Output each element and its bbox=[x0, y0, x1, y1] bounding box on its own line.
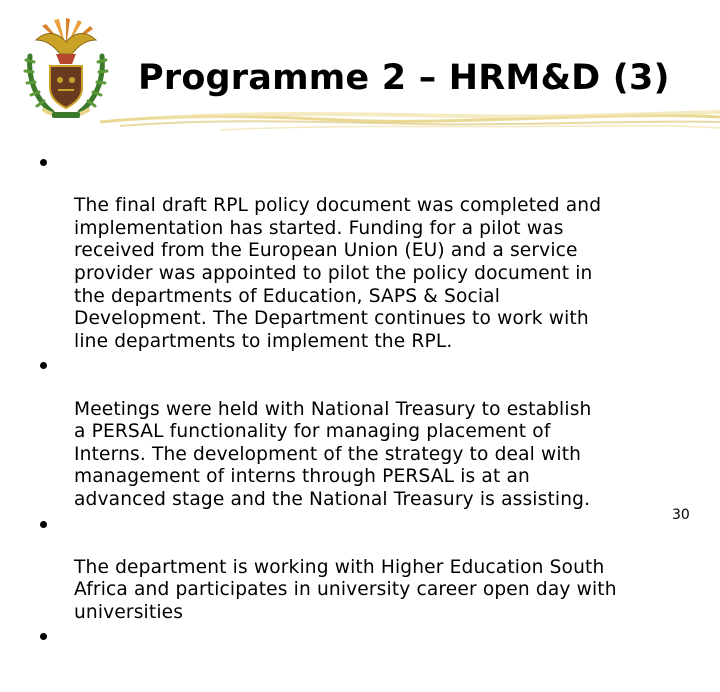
bullet-item bbox=[40, 353, 680, 511]
coat-of-arms-graphic bbox=[22, 18, 110, 120]
bullet-dot bbox=[40, 521, 47, 528]
bullet-list bbox=[40, 150, 680, 692]
shield bbox=[50, 66, 82, 108]
bullet-item bbox=[40, 512, 680, 625]
bullet-dot bbox=[40, 159, 47, 166]
bullet-item bbox=[40, 150, 680, 353]
bullet-text: The final draft RPL policy document was completed and implementation has started. Funding for a pilot was received from the European Union (EU) and a service provider was appointed to pilot the policy document in the departments of Education, SAPS & Social Development. The Department continues to work with line departments to implement the RPL. bbox=[74, 195, 602, 352]
bullet-item bbox=[40, 624, 680, 692]
bullet-text: The department is working with Higher Education South Africa and participates in university career open day with universities bbox=[74, 556, 617, 623]
bullet-dot bbox=[40, 633, 47, 640]
title-underline bbox=[100, 104, 720, 138]
page-number: 30 bbox=[672, 507, 690, 523]
motto-ribbon bbox=[52, 112, 80, 118]
protea-flower bbox=[56, 54, 76, 64]
page-title: Programme 2 – HRM&D (3) bbox=[138, 58, 670, 98]
bullet-text: Meetings were held with National Treasury to establish a PERSAL functionality for managing placement of Interns. The development of the strategy to deal with management of interns through PERSAL is at an advanced stage and the National Treasury is assisting. bbox=[74, 398, 592, 510]
bullet-dot bbox=[40, 362, 47, 369]
coat-of-arms-icon bbox=[22, 18, 110, 120]
